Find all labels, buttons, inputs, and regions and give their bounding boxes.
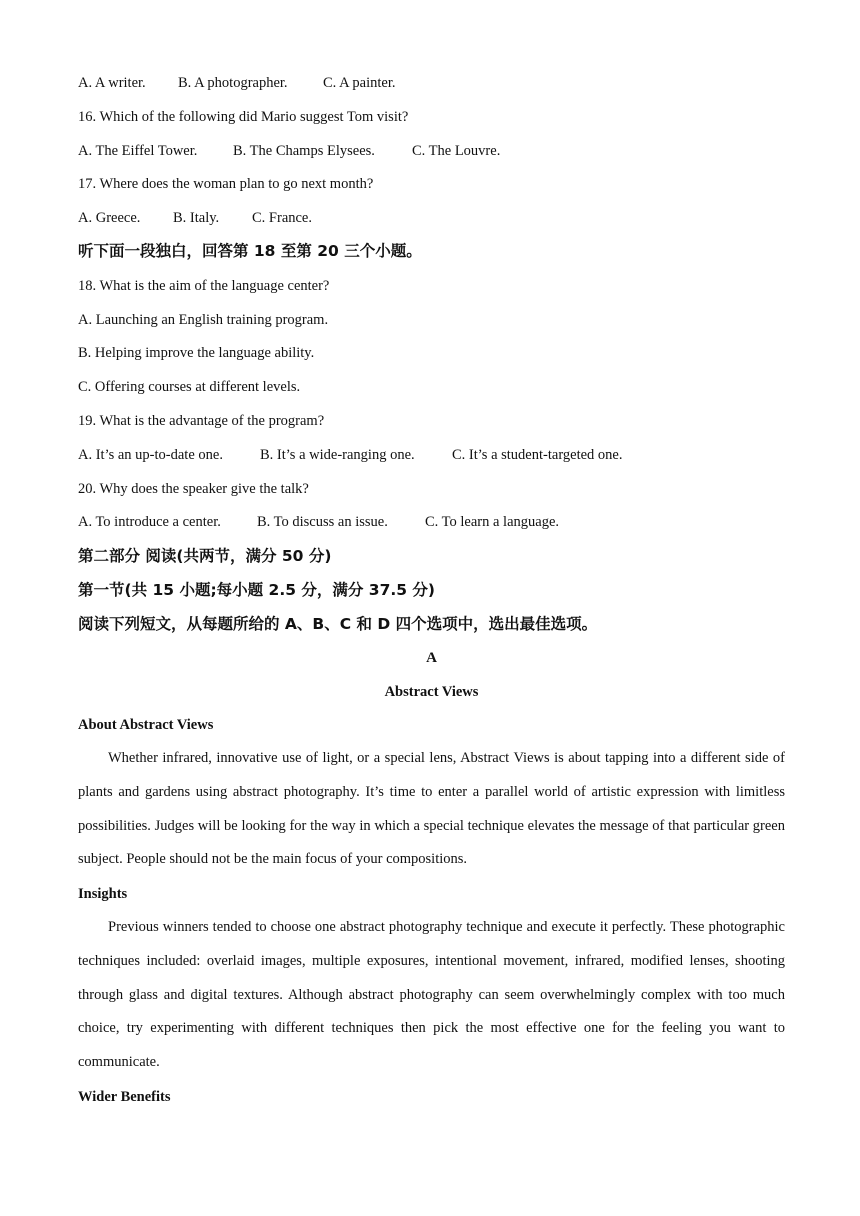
q19-option-a: A. It’s an up-to-date one.: [78, 447, 223, 463]
q19-question: 19. What is the advantage of the program?: [78, 413, 325, 429]
reading-instruction: 阅读下列短文，从每题所给的 A、B、C 和 D 四个选项中，选出最佳选项。: [78, 615, 598, 633]
q17-question: 17. Where does the woman plan to go next month?: [78, 176, 374, 192]
q18-option-b: B. Helping improve the language ability.: [78, 345, 315, 361]
q15-option-b: B. A photographer.: [178, 75, 288, 91]
q17-option-a: A. Greece.: [78, 210, 141, 226]
q19-options: [78, 445, 785, 465]
section-heading-wider-benefits: Wider Benefits: [78, 1089, 171, 1105]
q16-options: [78, 141, 785, 161]
passage-letter: A: [426, 650, 437, 666]
monologue-instruction: 听下面一段独白，回答第 18 至第 20 三个小题。: [78, 242, 422, 260]
paragraph-about: Whether infrared, innovative use of light, or a special lens, Abstract Views is about tapping into a different side of plants and gardens using abstract photography. It’s time to enter a parallel world of artistic expression with limitless possibilities. Judges will be looking for the way in which a special technique elevates the message of that particular green subject. People should not be the main focus of your compositions.: [78, 750, 785, 868]
q15-option-a: A. A writer.: [78, 75, 146, 91]
q15-option-c: C. A painter.: [323, 75, 396, 91]
q20-option-a: A. To introduce a center.: [78, 514, 221, 530]
q20-option-b: B. To discuss an issue.: [257, 514, 388, 530]
q17-option-b: B. Italy.: [173, 210, 220, 226]
section-heading-about: About Abstract Views: [78, 717, 214, 733]
part2-title: 第二部分 阅读(共两节，满分 50 分): [78, 547, 332, 565]
q16-option-b: B. The Champs Elysees.: [233, 143, 375, 159]
q19-option-b: B. It’s a wide-ranging one.: [260, 447, 415, 463]
q17-options: [78, 208, 785, 228]
q18-question: 18. What is the aim of the language center?: [78, 278, 330, 294]
section1-title: 第一节(共 15 小题;每小题 2.5 分，满分 37.5 分): [78, 581, 436, 599]
section-heading-insights: Insights: [78, 886, 128, 902]
q16-question: 16. Which of the following did Mario suggest Tom visit?: [78, 109, 409, 125]
q19-option-c: C. It’s a student-targeted one.: [452, 447, 623, 463]
q17-option-c: C. France.: [252, 210, 312, 226]
q18-option-a: A. Launching an English training program.: [78, 312, 329, 328]
q15-options: [78, 73, 785, 93]
q20-question: 20. Why does the speaker give the talk?: [78, 481, 309, 497]
q20-option-c: C. To learn a language.: [425, 514, 560, 530]
q20-options: [78, 512, 785, 532]
q16-option-c: C. The Louvre.: [412, 143, 501, 159]
paragraph-insights: Previous winners tended to choose one abstract photography technique and execute it perfectly. These photographic techniques included: overlaid images, multiple exposures, intentional movement, infrared, modified lenses, shooting through glass and digital textures. Although abstract photography can seem overwhelmingly complex with too much choice, try experimenting with different techniques then pick the most effective one for the feeling you want to communicate.: [78, 919, 785, 1071]
q18-option-c: C. Offering courses at different levels.: [78, 379, 301, 395]
q16-option-a: A. The Eiffel Tower.: [78, 143, 198, 159]
passage-title: Abstract Views: [384, 684, 479, 700]
